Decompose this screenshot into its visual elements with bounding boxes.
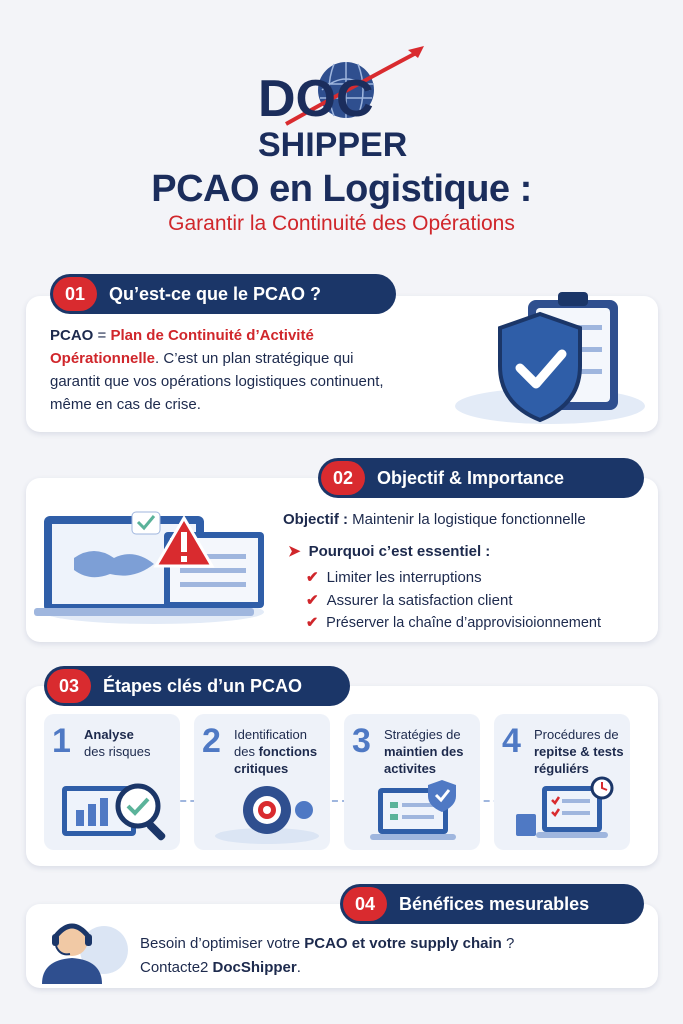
- section-2-header: [318, 458, 644, 498]
- step-2: [194, 714, 330, 850]
- step-3-label: Stratégies de maintien des activites: [384, 727, 464, 776]
- page-title: PCAO en Logistique :: [151, 168, 532, 210]
- objective-line: [283, 508, 653, 531]
- contact-text-line-2: Contacte2 DocShipper.: [140, 959, 301, 976]
- benefit-list-item: [306, 566, 656, 589]
- magnifier-chart-icon: [58, 772, 174, 846]
- section-1-text: [50, 324, 400, 416]
- section-3-heading: Étapes clés d’un PCAO: [103, 675, 303, 696]
- benefit-list-item: [306, 589, 656, 612]
- benefit-list-item: [306, 612, 656, 635]
- pcao-term: PCAO: [50, 327, 94, 344]
- logo-text-shipper: SHIPPER: [258, 126, 408, 158]
- checklist-clock-icon: [512, 776, 622, 846]
- step-1-number: 1: [52, 722, 71, 760]
- support-agent-avatar: [34, 912, 134, 984]
- section-4-header: [340, 884, 644, 924]
- laptop-alert-illustration: [34, 488, 274, 628]
- benefit-item-1: Limiter les interruptions: [326, 569, 482, 586]
- logo-text-doc: DOC: [258, 70, 374, 128]
- step-3: [344, 714, 480, 850]
- section-1-heading: Qu’est-ce que le PCAO ?: [109, 283, 322, 304]
- section-1-body: . C’est un plan stratégique qui garantit que vos opérations logistiques continuent, même en cas de crise.: [50, 350, 384, 413]
- check-icon: ✔: [306, 569, 319, 586]
- section-1-number: 01: [53, 277, 97, 311]
- benefit-item-2: Assurer la satisfaction client: [326, 592, 513, 609]
- step-3-number: 3: [352, 722, 371, 760]
- laptop-shield-icon: [362, 776, 472, 846]
- section-4-number: 04: [343, 887, 387, 921]
- step-2-number: 2: [202, 722, 221, 760]
- step-1-label: Analyse des risques: [84, 727, 151, 759]
- why-label: Pourquoi c’est essentiel :: [308, 543, 491, 560]
- section-2-heading: Objectif & Importance: [377, 467, 565, 488]
- objective-label: Objectif :: [283, 511, 349, 528]
- step-4: [494, 714, 630, 850]
- gear-target-icon: [212, 776, 322, 846]
- equals-sign: =: [93, 327, 111, 344]
- check-icon: ✔: [306, 592, 319, 609]
- docshipper-logo: [0, 28, 683, 158]
- why-line: [288, 540, 648, 563]
- objective-text: Maintenir la logistique fonctionnelle: [348, 511, 586, 528]
- step-4-label: Procédures de repitse & tests réguliérs: [534, 727, 624, 776]
- step-2-label: Identification des fonctions critiques: [234, 727, 318, 776]
- arrow-icon: ➤: [288, 543, 301, 560]
- pcao-definition: Plan de Continuité d’Activité Opérationnelle: [50, 327, 314, 367]
- step-1: [44, 714, 180, 850]
- page-subtitle: Garantir la Continuité des Opérations: [168, 212, 515, 235]
- step-4-number: 4: [502, 722, 521, 760]
- docshipper-link[interactable]: DocShipper: [212, 959, 297, 976]
- section-2-number: 02: [321, 461, 365, 495]
- section-1-header: [50, 274, 396, 314]
- section-4-heading: Bénéfices mesurables: [399, 893, 590, 914]
- section-3-header: [44, 666, 350, 706]
- contact-text-line-1: Besoin d’optimiser votre PCAO et votre supply chain ?: [140, 935, 515, 952]
- benefit-item-3: Préserver la chaîne d’approvisioionnement: [326, 615, 602, 631]
- check-icon: ✔: [306, 615, 319, 631]
- section-3-number: 03: [47, 669, 91, 703]
- shield-clipboard-illustration: [440, 286, 650, 426]
